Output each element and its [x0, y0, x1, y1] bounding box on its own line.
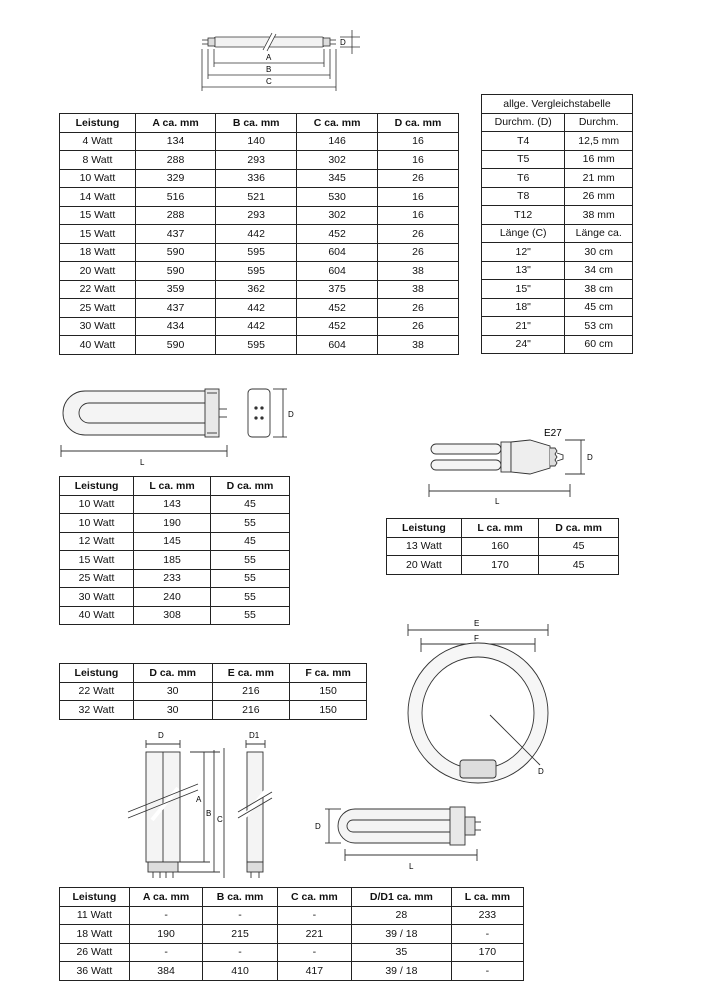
table-cell: 13": [482, 261, 565, 280]
table-cell: 437: [135, 225, 215, 244]
table-cell: 134: [135, 132, 215, 151]
table-row: [60, 588, 290, 607]
dim-label-d: D: [158, 731, 164, 740]
table-cell: 233: [451, 906, 523, 925]
table-row: [60, 262, 459, 281]
table-cell: 28: [352, 906, 452, 925]
table-cell: 143: [134, 495, 211, 514]
table-cell: 437: [135, 299, 215, 318]
table-cell: 15 Watt: [60, 225, 136, 244]
table-cell: 595: [216, 262, 297, 281]
table-cell: 302: [297, 151, 378, 170]
table-cell: 595: [216, 336, 297, 355]
table-cell: 308: [134, 606, 211, 625]
table-cell: 590: [135, 243, 215, 262]
header-cell: E ca. mm: [212, 664, 290, 683]
table-cell: 452: [297, 317, 378, 336]
table-cell: 18 Watt: [60, 243, 136, 262]
table-cell: -: [277, 943, 351, 962]
table-cell: 215: [203, 925, 277, 944]
table-cell: 604: [297, 336, 378, 355]
table-cell: T8: [482, 187, 565, 206]
table-cell: 26: [378, 169, 459, 188]
table-cell: 22 Watt: [60, 280, 136, 299]
table-header-row: [60, 664, 367, 683]
table-cell: 30 Watt: [60, 317, 136, 336]
table-cell: 336: [216, 169, 297, 188]
table-cell: 384: [129, 962, 203, 981]
header-cell: D/D1 ca. mm: [352, 888, 452, 907]
table-cell: 10 Watt: [60, 514, 134, 533]
table-row: [60, 532, 290, 551]
table-row: [60, 169, 459, 188]
table-cell: 25 Watt: [60, 299, 136, 318]
table-row: [482, 335, 633, 354]
table-row: [60, 701, 367, 720]
table-cell: 60 cm: [565, 335, 633, 354]
table-row: [482, 243, 633, 262]
table-cell: 150: [290, 701, 367, 720]
table-cell: 32 Watt: [60, 701, 134, 720]
subheader-row: [482, 224, 633, 243]
table-cell: 55: [210, 551, 289, 570]
header-cell: L ca. mm: [461, 519, 538, 538]
table-row: [387, 556, 619, 575]
dim-label-f: F: [474, 634, 479, 643]
table-header-row: [60, 114, 459, 133]
table-cell: T4: [482, 132, 565, 151]
table-cell: 45: [210, 532, 289, 551]
table-cell: 45: [539, 537, 619, 556]
table-row: [482, 298, 633, 317]
dim-label-d: D: [315, 822, 321, 831]
dim-label-d: D: [288, 410, 294, 419]
long-lamp-drawing: [120, 728, 295, 878]
table-cell: 30 Watt: [60, 588, 134, 607]
table-row: [482, 187, 633, 206]
header-cell: D ca. mm: [133, 664, 212, 683]
table-row: [60, 606, 290, 625]
table-row: [60, 206, 459, 225]
table-cell: Länge ca.: [565, 224, 633, 243]
table-cell: 39 / 18: [352, 925, 452, 944]
header-cell: Leistung: [60, 477, 134, 496]
table-cell: -: [129, 943, 203, 962]
table-row: [482, 169, 633, 188]
table-cell: 22 Watt: [60, 682, 134, 701]
ring-lamp-table: [59, 663, 367, 720]
table-row: [60, 151, 459, 170]
table-cell: 40 Watt: [60, 336, 136, 355]
dim-label-l: L: [409, 862, 414, 871]
table-cell: 190: [129, 925, 203, 944]
table-cell: 160: [461, 537, 538, 556]
table-cell: 55: [210, 569, 289, 588]
table-cell: 604: [297, 243, 378, 262]
table-cell: 595: [216, 243, 297, 262]
table-cell: 26 mm: [565, 187, 633, 206]
table-cell: 45: [210, 495, 289, 514]
table-row: [482, 132, 633, 151]
table-header-row: [60, 477, 290, 496]
table-cell: 25 Watt: [60, 569, 134, 588]
header-cell: C ca. mm: [297, 114, 378, 133]
table-cell: 146: [297, 132, 378, 151]
table-cell: 233: [134, 569, 211, 588]
table-cell: 20 Watt: [387, 556, 462, 575]
table-cell: 18 Watt: [60, 925, 130, 944]
table-cell: 140: [216, 132, 297, 151]
table-cell: 24": [482, 335, 565, 354]
table-cell: 185: [134, 551, 211, 570]
table-row: [482, 261, 633, 280]
dim-label-e: E: [474, 619, 480, 628]
table-row: [60, 188, 459, 207]
table-cell: -: [203, 943, 277, 962]
table-cell: 38 mm: [565, 206, 633, 225]
tube-dimension-table: [59, 113, 459, 355]
table-cell: 16 mm: [565, 150, 633, 169]
table-cell: 30: [133, 701, 212, 720]
table-cell: 293: [216, 206, 297, 225]
table-cell: 21": [482, 317, 565, 336]
table-cell: 10 Watt: [60, 495, 134, 514]
table-cell: 20 Watt: [60, 262, 136, 281]
table-cell: 38: [378, 262, 459, 281]
dim-label-c: C: [217, 815, 223, 824]
table-cell: T5: [482, 150, 565, 169]
dim-label-a: A: [196, 795, 202, 804]
table-cell: 40 Watt: [60, 606, 134, 625]
dim-label-d: D: [538, 767, 544, 776]
header-cell: Durchm.: [565, 113, 633, 132]
table-cell: 45: [539, 556, 619, 575]
table-header-row: [60, 888, 524, 907]
table-cell: 216: [212, 682, 290, 701]
table-row: [60, 906, 524, 925]
table-cell: 16: [378, 188, 459, 207]
e27-lamp-drawing: [425, 422, 605, 517]
table-cell: -: [277, 906, 351, 925]
table-cell: 590: [135, 262, 215, 281]
table-cell: 35: [352, 943, 452, 962]
table-cell: 293: [216, 151, 297, 170]
comparison-table: [481, 94, 633, 354]
table-header-row: [387, 519, 619, 538]
table-cell: 10 Watt: [60, 169, 136, 188]
header-cell: B ca. mm: [203, 888, 277, 907]
table-cell: 53 cm: [565, 317, 633, 336]
table-cell: 434: [135, 317, 215, 336]
table-cell: 221: [277, 925, 351, 944]
table-row: [60, 225, 459, 244]
table-cell: T6: [482, 169, 565, 188]
header-cell: Leistung: [60, 888, 130, 907]
dim-label-a: A: [266, 53, 272, 62]
table-cell: 26: [378, 243, 459, 262]
table-row: [60, 962, 524, 981]
header-cell: A ca. mm: [135, 114, 215, 133]
header-cell: Leistung: [387, 519, 462, 538]
dim-label-d: D: [587, 453, 593, 462]
table-cell: 190: [134, 514, 211, 533]
table-row: [60, 551, 290, 570]
dim-label-e27: E27: [544, 428, 562, 439]
comparison-table-title: allge. Vergleichstabelle: [482, 95, 633, 114]
table-cell: 442: [216, 225, 297, 244]
table-cell: 11 Watt: [60, 906, 130, 925]
table-cell: 442: [216, 299, 297, 318]
table-cell: 30: [133, 682, 212, 701]
u-lamp-drawing: [55, 383, 305, 473]
header-cell: D ca. mm: [378, 114, 459, 133]
table-cell: 30 cm: [565, 243, 633, 262]
header-cell: D ca. mm: [539, 519, 619, 538]
table-cell: 240: [134, 588, 211, 607]
table-cell: 170: [451, 943, 523, 962]
dim-label-l: L: [140, 458, 145, 467]
table-row: [60, 336, 459, 355]
pl-lamp-drawing: [305, 805, 505, 875]
header-cell: Durchm. (D): [482, 113, 565, 132]
table-row: [60, 280, 459, 299]
header-cell: C ca. mm: [277, 888, 351, 907]
table-cell: 516: [135, 188, 215, 207]
table-cell: 452: [297, 299, 378, 318]
header-cell: B ca. mm: [216, 114, 297, 133]
table-cell: 452: [297, 225, 378, 244]
table-cell: 38: [378, 336, 459, 355]
table-cell: 362: [216, 280, 297, 299]
table-cell: 216: [212, 701, 290, 720]
table-cell: 13 Watt: [387, 537, 462, 556]
table-cell: 288: [135, 151, 215, 170]
table-cell: 302: [297, 206, 378, 225]
table-cell: 15": [482, 280, 565, 299]
table-cell: 145: [134, 532, 211, 551]
table-cell: 521: [216, 188, 297, 207]
table-cell: 410: [203, 962, 277, 981]
table-row: [482, 206, 633, 225]
table-cell: 16: [378, 206, 459, 225]
table-cell: -: [451, 962, 523, 981]
table-cell: 39 / 18: [352, 962, 452, 981]
table-row: [482, 150, 633, 169]
table-cell: 359: [135, 280, 215, 299]
table-cell: 55: [210, 588, 289, 607]
dim-label-d: D: [340, 38, 346, 47]
table-cell: 18": [482, 298, 565, 317]
dim-label-l: L: [495, 497, 500, 506]
table-cell: 12 Watt: [60, 532, 134, 551]
table-row: [60, 317, 459, 336]
table-cell: 150: [290, 682, 367, 701]
table-cell: -: [129, 906, 203, 925]
header-cell: Leistung: [60, 114, 136, 133]
table-cell: 26: [378, 299, 459, 318]
table-cell: 16: [378, 132, 459, 151]
table-cell: Länge (C): [482, 224, 565, 243]
table-cell: -: [451, 925, 523, 944]
table-cell: 345: [297, 169, 378, 188]
table-row: [60, 132, 459, 151]
dim-label-b: B: [266, 65, 272, 74]
compact-lamp-table: [59, 887, 524, 981]
table-row: [60, 243, 459, 262]
table-cell: 45 cm: [565, 298, 633, 317]
table-cell: 288: [135, 206, 215, 225]
table-cell: 417: [277, 962, 351, 981]
header-cell: Leistung: [60, 664, 134, 683]
table-cell: 375: [297, 280, 378, 299]
table-cell: 530: [297, 188, 378, 207]
table-cell: 26 Watt: [60, 943, 130, 962]
table-cell: 55: [210, 514, 289, 533]
table-cell: 8 Watt: [60, 151, 136, 170]
table-row: [60, 943, 524, 962]
table-cell: 16: [378, 151, 459, 170]
table-row: [60, 925, 524, 944]
table-cell: 604: [297, 262, 378, 281]
table-cell: 329: [135, 169, 215, 188]
table-cell: T12: [482, 206, 565, 225]
table-row: [60, 569, 290, 588]
header-cell: F ca. mm: [290, 664, 367, 683]
header-cell: D ca. mm: [210, 477, 289, 496]
table-cell: 15 Watt: [60, 551, 134, 570]
table-cell: 4 Watt: [60, 132, 136, 151]
table-cell: 12": [482, 243, 565, 262]
dim-label-d1: D1: [249, 731, 260, 740]
table-cell: 36 Watt: [60, 962, 130, 981]
table-cell: 34 cm: [565, 261, 633, 280]
table-cell: 15 Watt: [60, 206, 136, 225]
table-row: [482, 317, 633, 336]
table-cell: -: [203, 906, 277, 925]
table-cell: 26: [378, 317, 459, 336]
table-cell: 38: [378, 280, 459, 299]
table-row: [60, 495, 290, 514]
header-cell: A ca. mm: [129, 888, 203, 907]
table-cell: 55: [210, 606, 289, 625]
table-cell: 12,5 mm: [565, 132, 633, 151]
dim-label-c: C: [266, 77, 272, 86]
table-cell: 21 mm: [565, 169, 633, 188]
table-cell: 170: [461, 556, 538, 575]
table-cell: 14 Watt: [60, 188, 136, 207]
e27-lamp-table: [386, 518, 619, 575]
table-cell: 590: [135, 336, 215, 355]
table-row: [60, 299, 459, 318]
dim-label-b: B: [206, 809, 212, 818]
table-row: [387, 537, 619, 556]
table-row: [482, 280, 633, 299]
header-cell: L ca. mm: [451, 888, 523, 907]
table-row: [60, 682, 367, 701]
table-row: [60, 514, 290, 533]
ring-lamp-drawing: [400, 612, 560, 797]
table-cell: 442: [216, 317, 297, 336]
tube-dimension-drawing: [200, 25, 370, 100]
table-cell: 38 cm: [565, 280, 633, 299]
header-cell: L ca. mm: [134, 477, 211, 496]
table-cell: 26: [378, 225, 459, 244]
u-lamp-table: [59, 476, 290, 625]
